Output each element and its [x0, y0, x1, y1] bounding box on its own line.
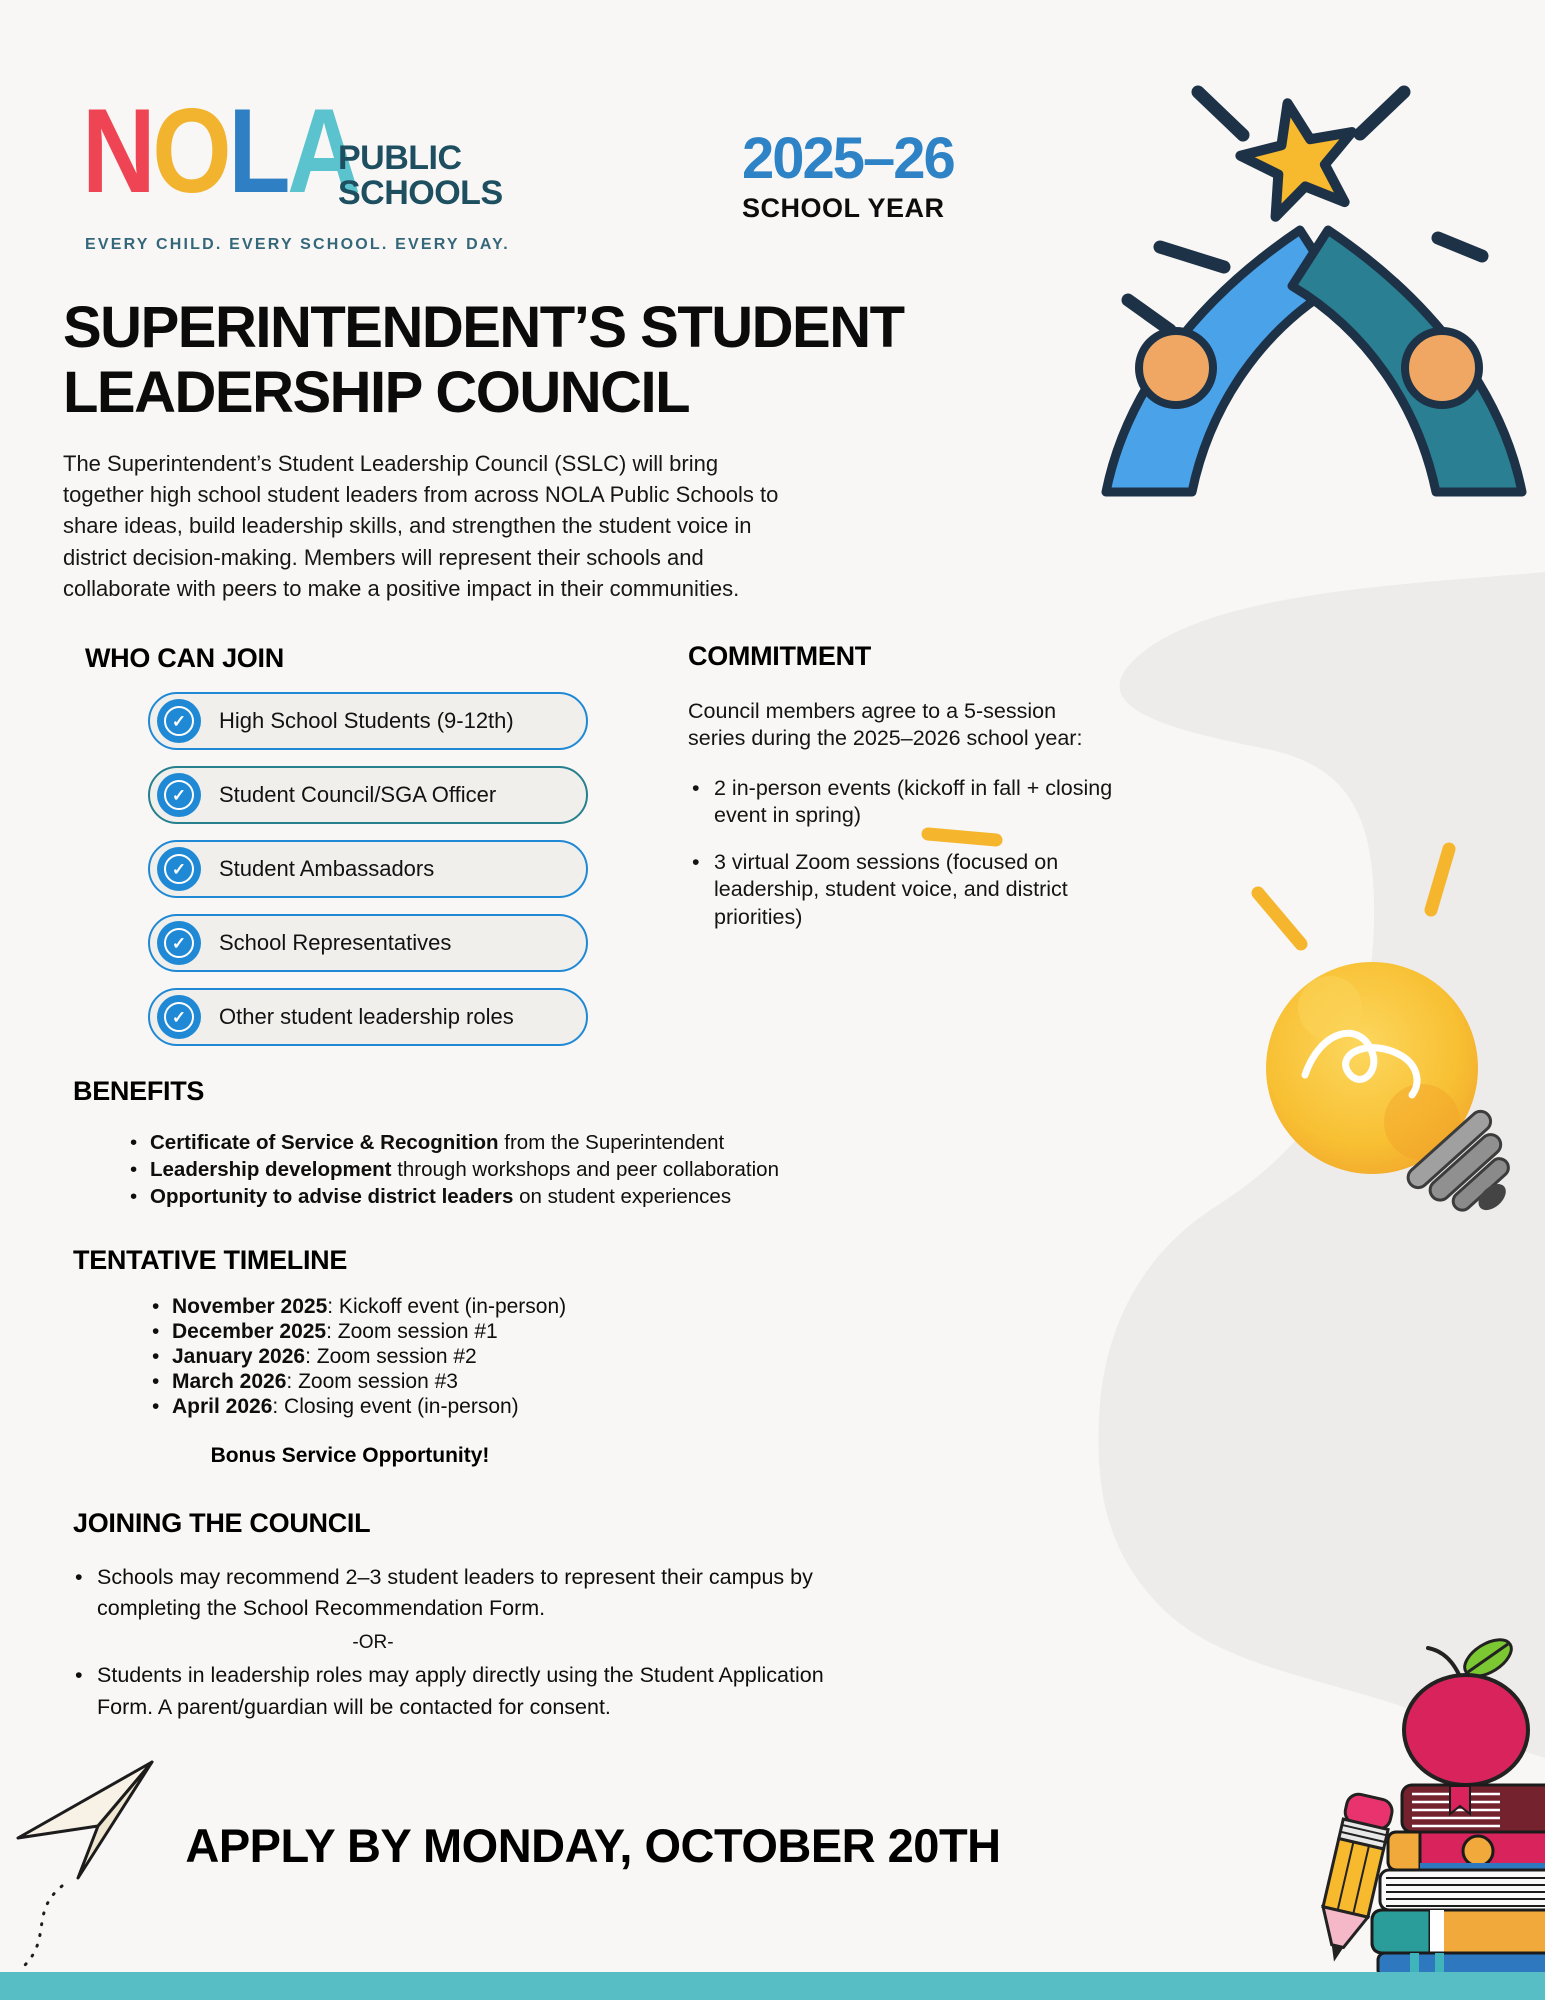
sparkle-dash-west — [1160, 247, 1224, 267]
timeline-item — [150, 1295, 566, 1320]
book-2-band — [1388, 1832, 1420, 1870]
benefits-heading: BENEFITS — [73, 1076, 205, 1106]
check-icon — [157, 773, 201, 817]
pill-label: High School Students (9-12th) — [219, 708, 514, 733]
bulb-rays — [928, 834, 1449, 944]
book-3 — [1380, 1870, 1545, 1910]
logo-suffix-line2: SCHOOLS — [338, 174, 503, 213]
check-icon-ring — [164, 928, 194, 958]
eligibility-pill — [148, 692, 588, 750]
timeline-date: November 2025 — [172, 1295, 328, 1318]
apply-deadline: APPLY BY MONDAY, OCTOBER 20TH — [185, 1819, 1001, 1872]
timeline-event: : Kickoff event (in-person) — [327, 1295, 567, 1318]
apple — [1404, 1675, 1528, 1785]
check-icon-ring — [164, 706, 194, 736]
eligibility-pill — [148, 914, 588, 972]
check-icon-ring — [164, 1002, 194, 1032]
logo-letter-l: L — [228, 84, 288, 218]
logo-letter-o: O — [152, 84, 229, 218]
timeline-date: January 2026 — [172, 1344, 306, 1368]
school-year-badge — [742, 126, 954, 224]
logo-letter-a: A — [287, 84, 358, 218]
who-can-join-heading: WHO CAN JOIN — [85, 643, 284, 673]
commitment-item: • 2 in-person events (kickoff in fall + closing event in spring) — [688, 775, 1128, 830]
star-icon — [1232, 91, 1366, 221]
timeline-event: : Zoom session #1 — [326, 1319, 498, 1343]
check-icon — [157, 995, 201, 1039]
figure-head-right — [1405, 331, 1479, 405]
bulb-ray-upper-right — [1431, 849, 1449, 910]
benefit-item — [128, 1183, 779, 1210]
check-icon — [157, 847, 201, 891]
plane-trail — [24, 1886, 62, 1966]
timeline-heading: TENTATIVE TIMELINE — [73, 1245, 348, 1275]
sparkle-dash-ne — [1360, 92, 1404, 134]
book-stack — [1372, 1785, 1545, 1977]
pill-label: Student Council/SGA Officer — [219, 782, 497, 807]
intro-paragraph: The Superintendent’s Student Leadership Council (SSLC) will bring together high school student leaders from across NOLA Public Schools to share ideas, build leadership skills, and strengthen the student voice in district decision-making. Members will represent their schools and collaborate with peers to make a positive impact in their communities. — [63, 451, 779, 601]
pill-label: Student Ambassadors — [219, 856, 435, 881]
nola-wordmark — [82, 84, 358, 218]
commitment-item: • 3 virtual Zoom sessions (focused on leadership, student voice, and district priorities) — [688, 849, 1128, 931]
check-icon-ring — [164, 780, 194, 810]
timeline-list — [150, 1295, 566, 1420]
eligibility-pill — [148, 766, 588, 824]
eligibility-pill — [148, 988, 588, 1046]
benefits-list — [128, 1129, 779, 1210]
benefit-bold: Opportunity to advise district leaders — [150, 1185, 514, 1209]
figure-head-left — [1139, 331, 1213, 405]
joining-heading: JOINING THE COUNCIL — [73, 1508, 371, 1538]
timeline-item — [150, 1370, 566, 1395]
benefit-item — [128, 1129, 779, 1156]
check-icon — [157, 699, 201, 743]
page-title-line1: SUPERINTENDENT’S STUDENT — [63, 295, 904, 360]
benefit-bold: Leadership development — [150, 1158, 392, 1182]
sparkle-dash-east — [1438, 238, 1482, 256]
pill-label: School Representatives — [219, 930, 452, 955]
school-year-value: 2025–26 — [742, 126, 954, 191]
timeline-date: March 2026 — [172, 1369, 287, 1393]
bonus-service-note: Bonus Service Opportunity! — [210, 1444, 490, 1467]
timeline-event: : Zoom session #3 — [286, 1369, 458, 1393]
joining-bullet-schools: • Schools may recommend 2–3 student leaders to represent their campus by completing the School Recommendation Form. — [73, 1562, 833, 1624]
benefit-rest: from the Superintendent — [498, 1131, 725, 1154]
book-2-circle — [1463, 1836, 1493, 1866]
lightbulb-illustration — [900, 680, 1545, 1295]
logo-suffix-line1: PUBLIC — [338, 139, 462, 177]
paper-plane-illustration — [0, 1718, 180, 1990]
timeline-item — [150, 1345, 566, 1370]
book-4-cap — [1372, 1910, 1430, 1953]
timeline-item — [150, 1395, 566, 1420]
books-apple-illustration — [1278, 1598, 1545, 1985]
benefit-item — [128, 1156, 779, 1183]
plane-wing — [18, 1762, 152, 1838]
timeline-event: : Closing event (in-person) — [272, 1394, 519, 1418]
check-icon — [157, 921, 201, 965]
bottom-accent-bar — [0, 1972, 1545, 2000]
school-year-label: SCHOOL YEAR — [742, 193, 945, 223]
book-4-stripe — [1430, 1910, 1444, 1953]
joining-bullet-students: • Students in leadership roles may apply directly using the Student Application Form. A parent/guardian will be contacted for consent. — [73, 1660, 833, 1722]
logo-suffix — [338, 141, 503, 212]
commitment-heading: COMMITMENT — [688, 641, 871, 671]
commitment-intro: Council members agree to a 5-session series during the 2025–2026 school year: — [688, 699, 1083, 751]
benefit-rest: on student experiences — [513, 1185, 732, 1209]
pencil-body — [1323, 1839, 1384, 1918]
bulb-ray-left — [928, 834, 996, 840]
pencil-tip — [1328, 1945, 1343, 1963]
eligibility-pill — [148, 840, 588, 898]
sparkle-dash-nw — [1198, 92, 1243, 135]
timeline-date: April 2026 — [172, 1394, 273, 1418]
page-title-line2: LEADERSHIP COUNCIL — [63, 359, 690, 425]
or-divider: -OR- — [352, 1632, 394, 1654]
nola-logo — [82, 84, 642, 231]
timeline-date: December 2025 — [172, 1319, 327, 1343]
pill-label: Other student leadership roles — [219, 1004, 514, 1029]
joining-section — [73, 1562, 833, 1723]
check-icon-ring — [164, 854, 194, 884]
high-five-illustration — [1080, 55, 1545, 510]
bulb-ray-upper-left — [1258, 893, 1301, 944]
timeline-item — [150, 1320, 566, 1345]
benefit-bold: Certificate of Service & Recognition — [150, 1131, 499, 1154]
benefit-rest: through workshops and peer collaboration — [391, 1158, 779, 1182]
logo-letter-n: N — [82, 84, 153, 218]
page-title — [63, 296, 983, 426]
timeline-event: : Zoom session #2 — [305, 1344, 477, 1368]
logo-tagline: EVERY CHILD. EVERY SCHOOL. EVERY DAY. — [85, 236, 510, 253]
who-can-join-list — [148, 692, 588, 1046]
sparkle-dash-sw — [1128, 300, 1170, 330]
